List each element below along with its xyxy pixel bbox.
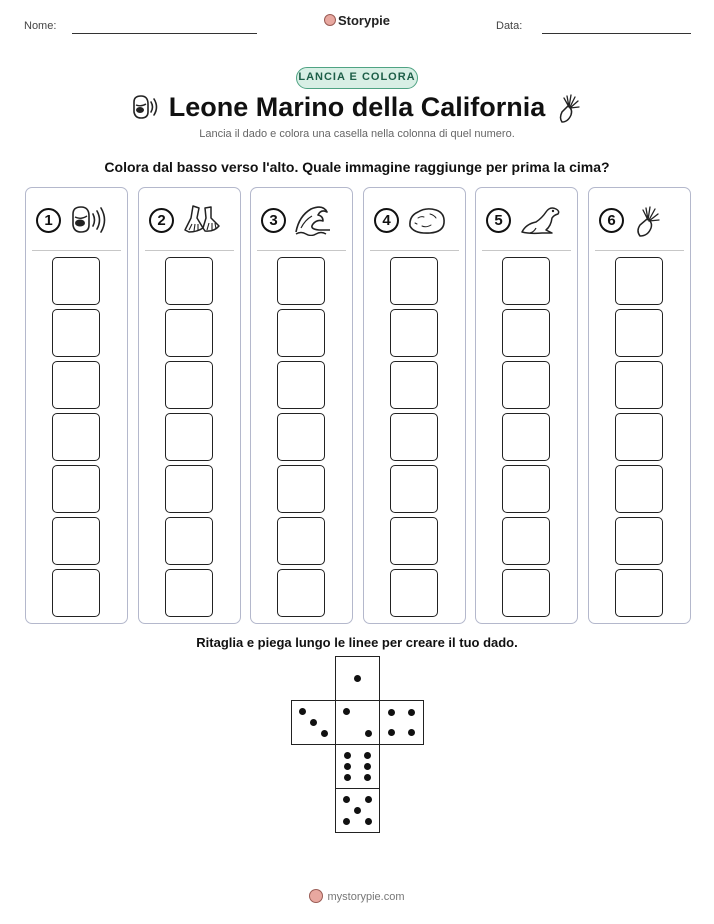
column-divider [145,250,234,251]
color-box[interactable] [277,257,325,305]
color-box[interactable] [165,309,213,357]
color-box[interactable] [277,361,325,409]
color-box[interactable] [615,361,663,409]
pip [343,818,350,825]
sea-anemone-icon [631,204,667,238]
color-box[interactable] [52,569,100,617]
die-face-5 [335,788,380,833]
die-face-2 [335,700,380,745]
pip [365,730,372,737]
subtitle: Lancia il dado e colora una casella nella colonna di quel numero. [199,128,515,140]
flippers-icon [181,204,221,236]
column-divider [370,250,459,251]
pip [354,675,361,682]
color-box[interactable] [390,257,438,305]
column-number: 5 [486,208,511,233]
page-title: Leone Marino della California [168,92,546,122]
name-line[interactable] [72,33,257,34]
color-box[interactable] [277,517,325,565]
color-box[interactable] [390,413,438,461]
color-box[interactable] [52,361,100,409]
pip [310,719,317,726]
column-1 [25,187,128,624]
column-6 [588,187,691,624]
color-box[interactable] [277,465,325,513]
color-box[interactable] [502,569,550,617]
storypie-logo-icon [309,889,323,903]
pip [408,729,415,736]
column-number: 1 [36,208,61,233]
sea-lion-barking-icon [68,204,108,236]
activity-badge: LANCIA E COLORA [296,67,418,89]
die-face-4 [379,700,424,745]
color-box[interactable] [390,517,438,565]
color-box[interactable] [390,465,438,513]
storypie-logo-icon [324,14,336,26]
color-box[interactable] [277,309,325,357]
pip [364,752,371,759]
brand-name: Storypie [337,13,390,28]
color-box[interactable] [502,257,550,305]
instruction: Colora dal basso verso l'alto. Quale immagine raggiunge per prima la cima? [104,159,610,175]
color-box[interactable] [165,517,213,565]
color-box[interactable] [52,309,100,357]
wave-icon [293,204,333,236]
color-box[interactable] [615,517,663,565]
color-box[interactable] [390,361,438,409]
column-number: 4 [374,208,399,233]
die-face-6 [335,744,380,789]
color-box[interactable] [165,465,213,513]
color-box[interactable] [615,413,663,461]
pip [343,796,350,803]
color-box[interactable] [52,517,100,565]
pip [344,774,351,781]
column-3 [250,187,353,624]
column-5 [475,187,578,624]
pip [388,729,395,736]
pip [321,730,328,737]
pip [364,763,371,770]
color-box[interactable] [52,413,100,461]
pip [343,708,350,715]
die-face-3 [291,700,336,745]
pip [365,796,372,803]
footer [0,889,714,903]
color-box[interactable] [502,517,550,565]
pip [408,709,415,716]
color-box[interactable] [615,309,663,357]
pip [344,763,351,770]
brand [0,13,714,28]
color-box[interactable] [165,257,213,305]
date-label: Data: [496,20,523,32]
pip [388,709,395,716]
column-divider [595,250,684,251]
color-box[interactable] [390,569,438,617]
color-box[interactable] [52,465,100,513]
color-box[interactable] [52,257,100,305]
color-box[interactable] [390,309,438,357]
dice-instruction: Ritaglia e piega lungo le linee per creare il tuo dado. [196,635,518,650]
color-box[interactable] [615,465,663,513]
date-line[interactable] [542,33,691,34]
name-label: Nome: [24,20,57,32]
column-number: 3 [261,208,286,233]
rock-icon [406,204,448,236]
die-face-1 [335,656,380,701]
color-box[interactable] [502,413,550,461]
pip [344,752,351,759]
column-divider [257,250,346,251]
color-box[interactable] [277,569,325,617]
column-4 [363,187,466,624]
color-box[interactable] [502,361,550,409]
footer-url[interactable]: mystorypie.com [327,891,405,903]
pip [365,818,372,825]
column-divider [482,250,571,251]
color-box[interactable] [165,569,213,617]
title-anemone-icon [553,92,583,124]
color-box[interactable] [502,465,550,513]
column-number: 6 [599,208,624,233]
pip [354,807,361,814]
pip [364,774,371,781]
column-number: 2 [149,208,174,233]
pip [299,708,306,715]
color-box[interactable] [615,569,663,617]
color-box[interactable] [165,413,213,461]
color-box[interactable] [615,257,663,305]
column-2 [138,187,241,624]
sea-lion-icon [518,204,562,236]
color-box[interactable] [165,361,213,409]
color-box[interactable] [277,413,325,461]
color-box[interactable] [502,309,550,357]
column-divider [32,250,121,251]
